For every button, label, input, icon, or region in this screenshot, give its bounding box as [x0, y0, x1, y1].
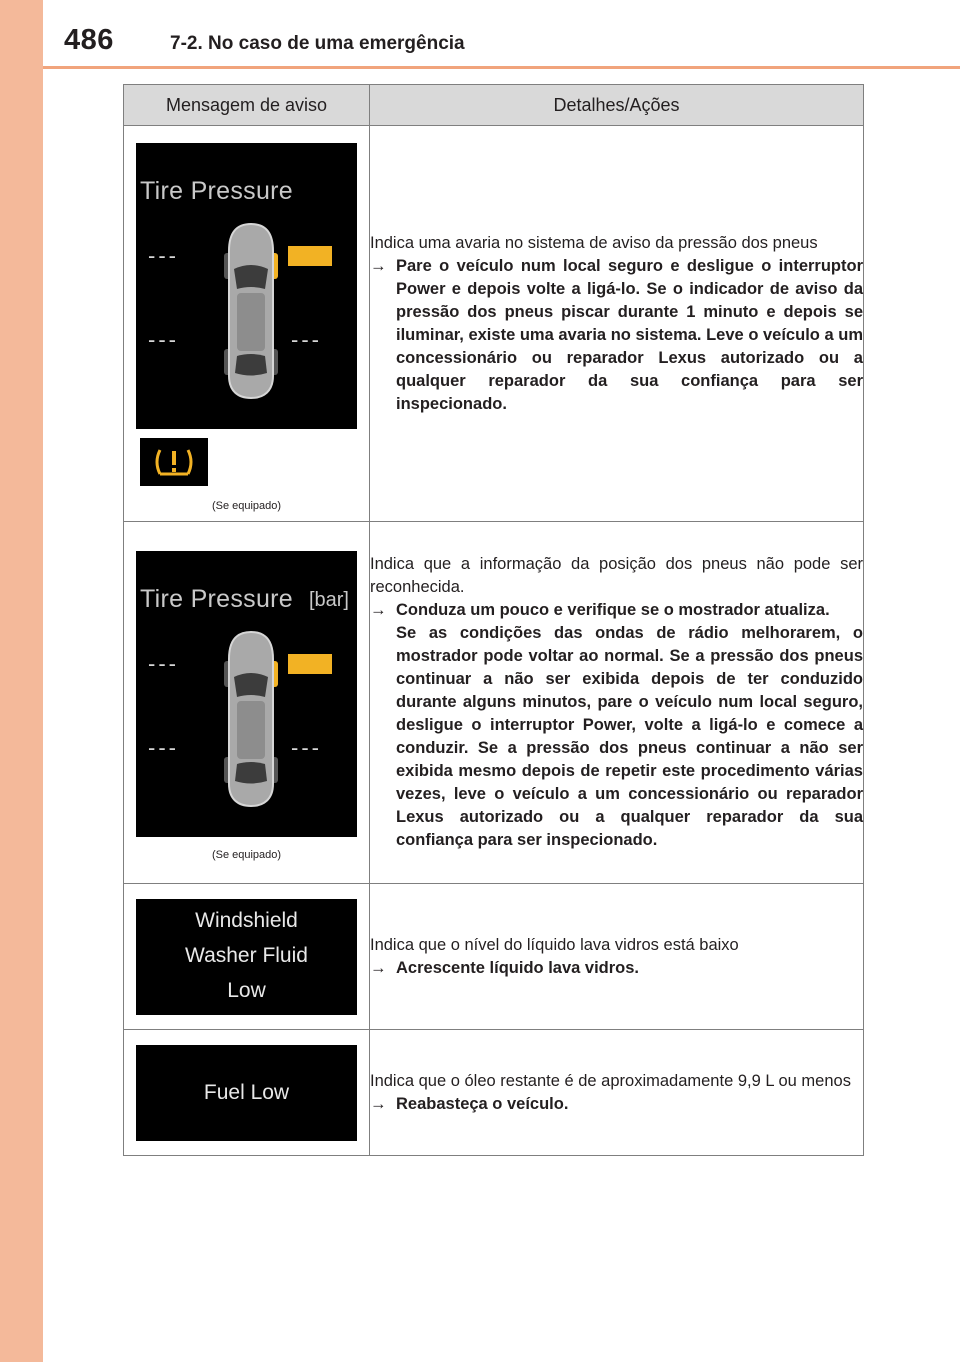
action-text: Reabasteça o veículo. — [396, 1094, 569, 1113]
table-row — [124, 126, 864, 522]
warning-description: Indica que a informação da posição dos pneus não pode ser reconhecida. — [370, 555, 863, 596]
tire-front-right-highlight — [288, 246, 332, 266]
table-row — [124, 884, 864, 1030]
column-header-details: Detalhes/Ações — [370, 85, 864, 126]
footnote-if-equipped: (Se equipado) — [211, 500, 282, 512]
display-line: Windshield — [195, 908, 298, 932]
header-rule — [43, 66, 960, 69]
car-top-view-icon — [220, 629, 282, 809]
tire-rear-right-value: --- — [291, 735, 322, 760]
message-image-cell — [124, 522, 370, 884]
tire-rear-left-value: --- — [148, 327, 179, 352]
message-image-cell — [124, 884, 370, 1030]
section-title: 7-2. No caso de uma emergência — [170, 33, 465, 54]
display-title: Tire Pressure — [140, 177, 294, 205]
washer-fluid-display — [136, 899, 357, 1015]
arrow-icon: → — [370, 958, 387, 977]
tire-front-left-value: --- — [148, 243, 179, 268]
action-text: Acrescente líquido lava vidros. — [396, 958, 640, 977]
tire-rear-left-value: --- — [148, 735, 179, 760]
message-details-cell — [370, 1030, 864, 1156]
column-header-message: Mensagem de aviso — [124, 85, 370, 126]
tire-rear-right-value: --- — [291, 327, 322, 352]
warning-description: Indica uma avaria no sistema de aviso da pressão dos pneus — [370, 233, 818, 252]
tire-pressure-display — [136, 143, 357, 429]
display-line: Washer Fluid — [185, 943, 308, 967]
action-text: Conduza um pouco e verifique se o mostrador atualiza. — [396, 601, 830, 619]
message-image-cell — [124, 1030, 370, 1156]
message-details-cell — [370, 522, 864, 884]
display-title: Tire Pressure — [140, 585, 294, 613]
tire-pressure-display — [136, 551, 357, 837]
footnote-if-equipped: (Se equipado) — [211, 849, 282, 861]
warning-action — [370, 1093, 863, 1116]
warning-action — [370, 255, 863, 416]
table-row — [124, 522, 864, 884]
car-top-view-icon — [220, 221, 282, 401]
message-details-cell — [370, 126, 864, 522]
warning-description: Indica que o nível do líquido lava vidros está baixo — [370, 935, 739, 954]
arrow-icon: → — [370, 256, 387, 275]
action-text: Pare o veículo num local seguro e desligue o interruptor Power e depois volte a ligá-lo. Se o indicador de aviso da pressão dos pneus piscar durante 1 minuto e depois se iluminar, existe uma avaria no sistema. Leve o veículo a um concessionário ou reparador Lexus autorizado ou a qualquer reparador da sua confiança para ser inspecionado. — [396, 256, 863, 413]
fuel-low-display — [136, 1045, 357, 1141]
table-row — [124, 1030, 864, 1156]
message-details-cell — [370, 884, 864, 1030]
tire-pressure-warning-icon — [140, 438, 208, 486]
tire-front-left-value: --- — [148, 651, 179, 676]
message-image-cell — [124, 126, 370, 522]
warning-action — [370, 957, 863, 980]
warning-action — [370, 599, 863, 852]
warning-messages-table — [123, 84, 864, 1156]
action-extra-text: Se as condições das ondas de rádio melhorarem, o mostrador pode voltar ao normal. Se a pressão dos pneus continuar a não ser exibida depois de ter conduzido durante alguns minutos, pare o veículo num local seguro, desligue o interruptor Power, volte a ligá-lo e comece a conduzir. Se a pressão dos pneus continuar a não ser exibida mesmo depois de repetir este procedimento várias vezes, leve o veículo a um concessionário ou reparador Lexus autorizado ou a qualquer reparador da sua confiança para ser inspecionado. — [396, 624, 863, 849]
arrow-icon: → — [370, 601, 387, 619]
table-header-row — [124, 85, 864, 126]
tire-front-right-highlight — [288, 654, 332, 674]
arrow-icon: → — [370, 1094, 387, 1113]
display-line: Fuel Low — [203, 1080, 290, 1104]
side-color-strip — [0, 0, 43, 1362]
display-line: Low — [227, 978, 266, 1002]
warning-description: Indica que o óleo restante é de aproximadamente 9,9 L ou menos — [370, 1071, 851, 1090]
display-unit: [bar] — [308, 589, 349, 611]
page-number: 486 — [64, 24, 114, 56]
